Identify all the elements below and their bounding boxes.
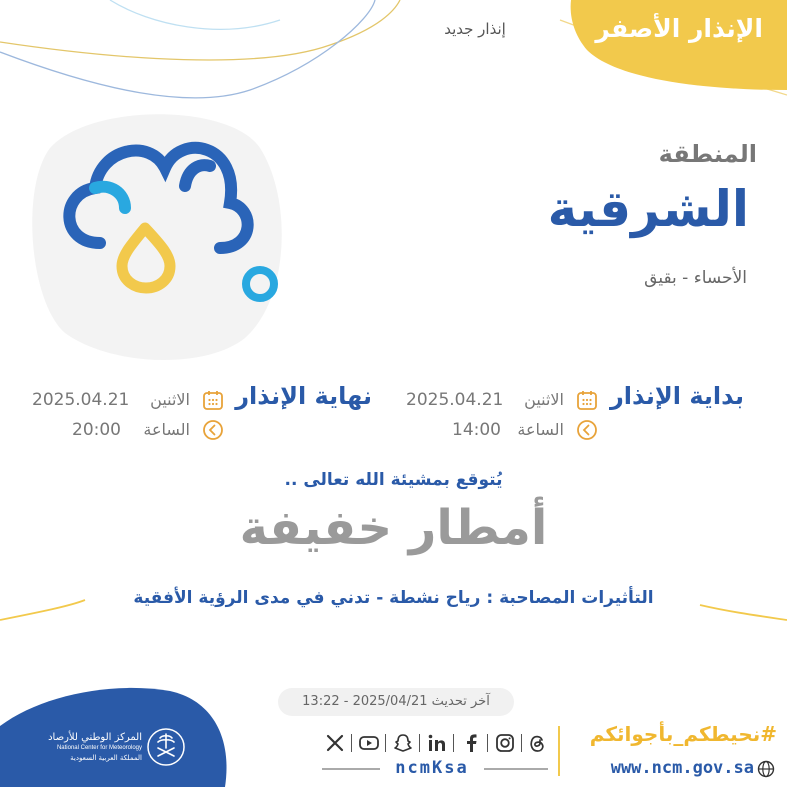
start-day: الاثنين <box>524 390 564 409</box>
region-subareas: الأحساء - بقيق <box>644 268 747 288</box>
forecast-phenomenon: أمطار خفيفة <box>239 500 548 556</box>
calendar-icon <box>576 389 598 411</box>
end-date: 2025.04.21 <box>32 390 130 410</box>
end-time: 20:00 <box>72 420 121 440</box>
social-handle[interactable]: ncmKsa <box>380 758 484 778</box>
last-update-badge: آخر تحديث 2025/04/21 - 13:22 <box>278 688 514 716</box>
chevron-circle-icon <box>576 419 598 441</box>
hashtag: #نحيطكم_بأجوائكم <box>589 722 777 746</box>
instagram-icon[interactable] <box>494 732 516 754</box>
start-date: 2025.04.21 <box>406 390 504 410</box>
facebook-icon[interactable] <box>460 732 482 754</box>
warning-start-title: بداية الإنذار <box>609 382 744 410</box>
warning-end <box>26 382 376 444</box>
weather-icon-panel <box>30 108 290 368</box>
region-name: الشرقية <box>547 180 749 238</box>
chevron-circle-icon <box>202 419 224 441</box>
linkedin-icon[interactable] <box>426 732 448 754</box>
saudi-emblem-icon <box>146 726 186 768</box>
snapchat-icon[interactable] <box>392 732 414 754</box>
warning-end-title: نهاية الإنذار <box>235 382 372 410</box>
start-time-label: الساعة <box>517 420 564 439</box>
organization-country: المملكة العربية السعودية <box>70 754 142 762</box>
globe-icon <box>757 760 775 778</box>
threads-icon[interactable] <box>526 732 548 754</box>
x-icon[interactable] <box>324 732 346 754</box>
forecast-intro: يُتوقع بمشيئة الله تعالى .. <box>284 470 503 490</box>
website-link[interactable]: www.ncm.gov.sa <box>610 758 754 778</box>
start-time: 14:00 <box>452 420 501 440</box>
new-warning-label: إنذار جديد <box>444 20 506 38</box>
footer-divider <box>558 726 560 776</box>
organization-name-en: National Center for Meteorology <box>56 745 142 751</box>
region-label: المنطقة <box>658 140 757 168</box>
warning-level-title: الإنذار الأصفر <box>595 14 763 43</box>
end-day: الاثنين <box>150 390 190 409</box>
warning-start <box>400 382 750 444</box>
organization-name-ar: المركز الوطني للأرصاد <box>48 732 142 743</box>
calendar-icon <box>202 389 224 411</box>
end-time-label: الساعة <box>143 420 190 439</box>
youtube-icon[interactable] <box>358 732 380 754</box>
social-links <box>322 730 548 756</box>
forecast-effects: التأثيرات المصاحبة : رياح نشطة - تدني في مدى الرؤية الأفقية <box>133 588 654 608</box>
